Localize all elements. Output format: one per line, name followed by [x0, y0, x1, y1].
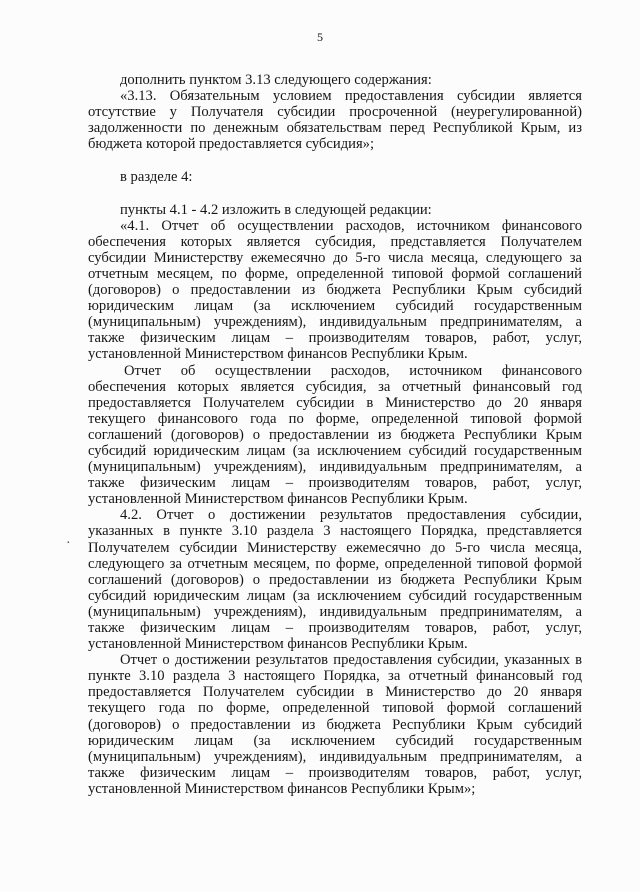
paragraph-clause-4-2: 4.2. Отчет о достижении результатов предоставления субсидии, указанных в пункте 3.10 раздела 3 настоящего Порядка, представляется Получателем субсидии Министерству ежемесячно до 5-го числа месяца, следующего за отчетным месяцем, по форме, определенной типовой формой соглашений (договоров) о предоставлении из бюджета Республики Крым субсидий юридическим лицам (за исключением субсидий государственным (муниципальным) учреждениям), индивидуальным предпринимателям, а также физическим лицам – производителям товаров, работ, услуг, установленной Министерством финансов Республики Крым. [88, 507, 582, 653]
page-number: 5 [317, 30, 323, 44]
spacer [88, 186, 582, 202]
paragraph-amendment-intro: дополнить пунктом 3.13 следующего содержания: [120, 72, 432, 88]
paragraph-items-4-1-4-2: пункты 4.1 - 4.2 изложить в следующей редакции: [120, 201, 432, 218]
paragraph-annual-results-report: Отчет о достижении результатов предоставления субсидии, указанных в пункте 3.10 раздела 3 настоящего Порядка, за отчетный финансовый год предоставляется Получателем субсидии в Министерство до 20 января текущего года по форме, определенной типовой формой соглашений (договоров) о предоставлении из бюджета Республики Крым субсидий юридическим лицам (за исключением субсидий государственным (муниципальным) учреждениям), индивидуальным предпринимателям, а также физическим лицам – производителям товаров, работ, услуг, установленной Министерством финансов Республики Крым»; [88, 652, 582, 797]
paragraph-section-4: в разделе 4: [120, 169, 193, 186]
paragraph-clause-4-1: «4.1. Отчет об осуществлении расходов, источником финансового обеспечения которых является субсидия, представляется Получателем субсидии Министерству ежемесячно до 5-го числа месяца, следующего за отчетным месяцем, по форме, определенной типовой формой соглашений (договоров) о предоставлении из бюджета Республики Крым субсидий юридическим лицам (за исключением субсидий государственным (муниципальным) учреждениям), индивидуальным предпринимателям, а также физическим лицам – производителям товаров, работ, услуг, установленной Министерством финансов Республики Крым. [88, 217, 582, 363]
paragraph-clause-3-13: «3.13. Обязательным условием предоставления субсидии является отсутствие у Получателя субсидии просроченной (неурегулированной) задолженности по денежным обязательствам перед Республикой Крым, из бюджета которой предоставляется субсидия»; [88, 88, 582, 153]
spacer [88, 152, 582, 169]
paragraph-annual-expense-report: Отчет об осуществлении расходов, источником финансового обеспечения которых является субсидия, за отчетный финансовый год предоставляется Получателем субсидии в Министерство до 20 января текущего финансового года по форме, определенной типовой формой соглашений (договоров) о предоставлении из бюджета Республики Крым субсидий юридическим лицам (за исключением субсидий государственным (муниципальным) учреждениям), индивидуальным предпринимателям, а также физическим лицам – производителям товаров, работ, услуг, установленной Министерством финансов Республики Крым. [88, 362, 582, 508]
margin-mark: · [66, 536, 71, 551]
document-body [88, 72, 582, 797]
